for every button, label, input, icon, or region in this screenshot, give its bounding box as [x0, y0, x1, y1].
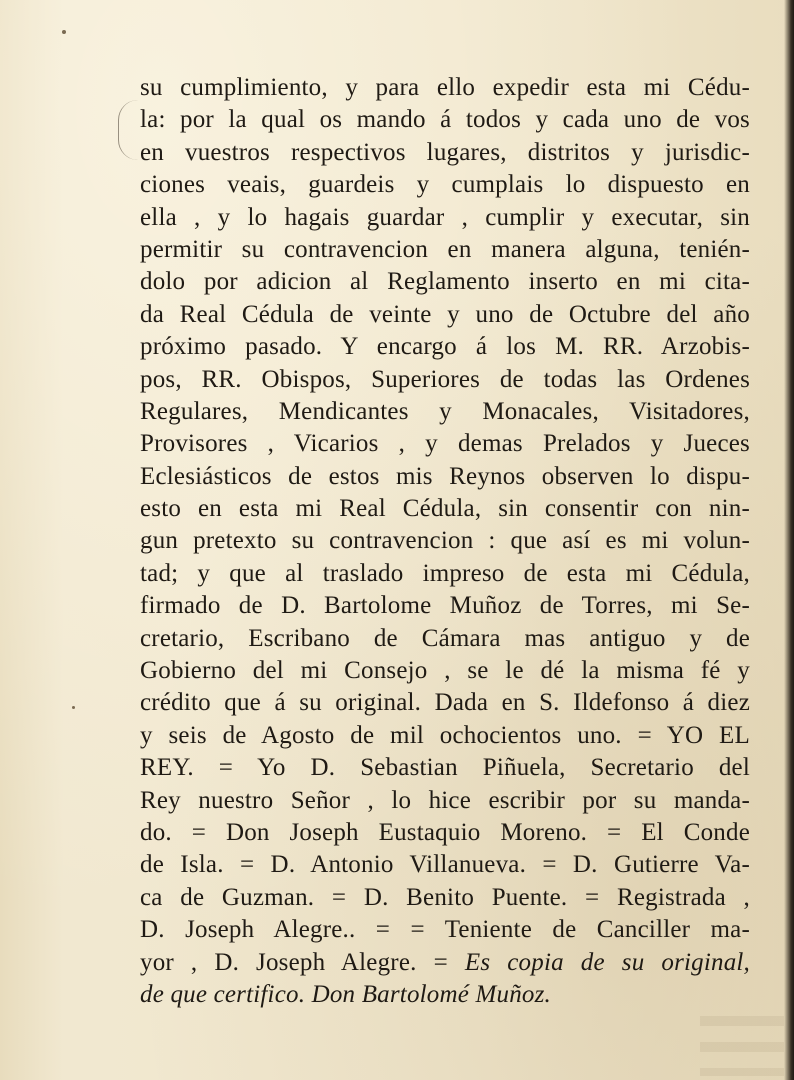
margin-bracket-mark — [118, 100, 141, 160]
text-line: dolo por adicion al Reglamento inserto en mi cita- — [140, 268, 750, 296]
text-line: en vuestros respectivos lugares, distritos y jurisdic- — [140, 138, 750, 166]
text-line: la: por la qual os mando á todos y cada uno de vos — [140, 106, 750, 134]
text-line: permitir su contravencion en manera alguna, tenién- — [140, 235, 750, 263]
text-roman-fragment: yor , D. Joseph Alegre. = — [140, 948, 465, 976]
text-line: pos, RR. Obispos, Superiores de todas las Ordenes — [140, 365, 750, 393]
text-line: crédito que á su original. Dada en S. Ildefonso á diez — [140, 689, 750, 717]
text-line-mixed — [140, 947, 750, 979]
text-line: Gobierno del mi Consejo , se le dé la misma fé y — [140, 657, 750, 685]
text-line: cretario, Escribano de Cámara mas antiguo y de — [140, 624, 750, 652]
page-edge-shadow — [784, 0, 794, 1080]
text-line: Regulares, Mendicantes y Monacales, Visitadores, — [140, 397, 750, 425]
show-through-bleed — [700, 1016, 784, 1076]
text-line: tad; y que al traslado impreso de esta mi Cédula, — [140, 559, 750, 587]
text-line: y seis de Agosto de mil ochocientos uno. = YO EL — [140, 721, 750, 749]
text-line: do. = Don Joseph Eustaquio Moreno. = El Conde — [140, 818, 750, 846]
text-line: ella , y lo hagais guardar , cumplir y executar, sin — [140, 203, 750, 231]
text-line: D. Joseph Alegre.. = = Teniente de Canciller ma- — [140, 916, 750, 944]
ink-speck — [72, 706, 75, 709]
body-text — [140, 72, 750, 1011]
text-italic-fragment: Es copia de su original, — [464, 948, 750, 976]
ink-speck — [62, 30, 66, 34]
text-line: ciones veais, guardeis y cumplais lo dispuesto en — [140, 171, 750, 199]
text-line: Rey nuestro Señor , lo hice escribir por su manda- — [140, 786, 750, 814]
text-line: firmado de D. Bartolome Muñoz de Torres, mi Se- — [140, 592, 750, 620]
text-line: esto en esta mi Real Cédula, sin consentir con nin- — [140, 495, 750, 523]
text-line: Eclesiásticos de estos mis Reynos observen lo dispu- — [140, 462, 750, 490]
text-line: próximo pasado. Y encargo á los M. RR. Arzobis- — [140, 333, 750, 361]
text-line: ca de Guzman. = D. Benito Puente. = Registrada , — [140, 883, 750, 911]
text-line: gun pretexto su contravencion : que así es mi volun- — [140, 527, 750, 555]
text-line: Provisores , Vicarios , y demas Prelados y Jueces — [140, 430, 750, 458]
text-line: de Isla. = D. Antonio Villanueva. = D. Gutierre Va- — [140, 851, 750, 879]
text-line-italic: de que certifico. Don Bartolomé Muñoz. — [140, 980, 551, 1008]
text-line: da Real Cédula de veinte y uno de Octubre del año — [140, 300, 750, 328]
text-line: su cumplimiento, y para ello expedir esta mi Cédu- — [140, 74, 750, 101]
text-line: REY. = Yo D. Sebastian Piñuela, Secretario del — [140, 754, 750, 782]
